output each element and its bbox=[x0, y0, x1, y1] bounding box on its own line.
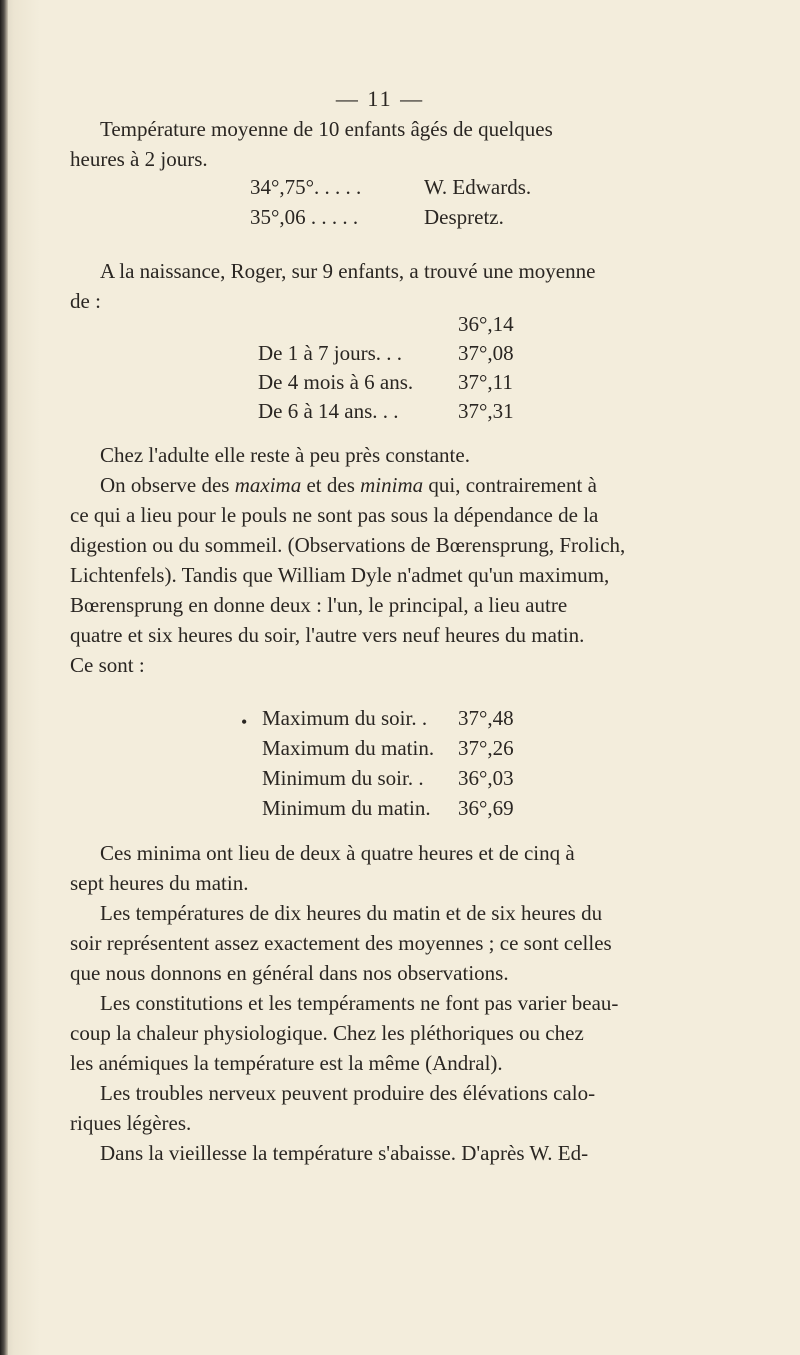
temperature-value: 37°,26 bbox=[458, 736, 514, 760]
temperature-value: 34°,75°. . . . . bbox=[250, 175, 362, 199]
measure-label: Minimum du soir. . bbox=[262, 766, 424, 790]
intro-paragraph bbox=[70, 114, 730, 174]
paragraph-line: les anémiques la température est la même (Andral). bbox=[70, 1051, 503, 1075]
constitutions-paragraph bbox=[70, 988, 730, 1078]
temperature-value: 37°,31 bbox=[458, 399, 514, 423]
page-spine-shadow bbox=[0, 0, 8, 1355]
age-range: De 4 mois à 6 ans. bbox=[258, 370, 414, 394]
nerveux-paragraph bbox=[70, 1078, 730, 1138]
adult-paragraph bbox=[70, 440, 730, 470]
author-name: W. Edwards. bbox=[424, 175, 532, 199]
temperature-value: 37°,48 bbox=[458, 706, 514, 730]
text-span: qui, contrairement à bbox=[423, 473, 597, 497]
paragraph-line: que nous donnons en général dans nos observations. bbox=[70, 961, 509, 985]
roger-line-2: de : bbox=[70, 289, 101, 313]
maxima-term: maxima bbox=[234, 473, 302, 497]
temperature-value: 36°,14 bbox=[458, 312, 514, 336]
age-range: De 1 à 7 jours. . . bbox=[258, 341, 403, 365]
paragraph-line: soir représentent assez exactement des moyennes ; ce sont celles bbox=[70, 931, 612, 955]
temperature-value: 35°,06 . . . . . bbox=[250, 205, 359, 229]
roger-line-1: A la naissance, Roger, sur 9 enfants, a trouvé une moyenne bbox=[100, 259, 596, 283]
page-number: — 11 — bbox=[335, 86, 425, 111]
maxima-line-7: Ce sont : bbox=[70, 653, 145, 677]
paragraph-line: coup la chaleur physiologique. Chez les pléthoriques ou chez bbox=[70, 1021, 584, 1045]
measure-label: Maximum du matin. bbox=[262, 736, 435, 760]
stray-mark: • bbox=[241, 712, 248, 732]
temperature-value: 37°,08 bbox=[458, 341, 514, 365]
paragraph-line: Les températures de dix heures du matin et de six heures du bbox=[100, 901, 603, 925]
maxima-line-4: Lichtenfels). Tandis que William Dyle n'admet qu'un maximum, bbox=[70, 563, 610, 587]
maxima-line-5: Bœrensprung en donne deux : l'un, le principal, a lieu autre bbox=[70, 593, 568, 617]
measure-label: Maximum du soir. . bbox=[262, 706, 428, 730]
maxima-paragraph bbox=[70, 470, 730, 680]
paragraph-line: Ces minima ont lieu de deux à quatre heures et de cinq à bbox=[100, 841, 575, 865]
minima-term: minima bbox=[360, 473, 424, 497]
measure-label: Minimum du matin. bbox=[262, 796, 431, 820]
roger-paragraph bbox=[70, 256, 730, 316]
ten-six-paragraph bbox=[70, 898, 730, 988]
intro-line-1: Température moyenne de 10 enfants âgés de quelques bbox=[100, 117, 553, 141]
text-span: et des bbox=[301, 473, 361, 497]
age-range: De 6 à 14 ans. . . bbox=[258, 399, 399, 423]
maxima-line-2: ce qui a lieu pour le pouls ne sont pas sous la dépendance de la bbox=[70, 503, 599, 527]
author-name: Despretz. bbox=[424, 205, 504, 229]
paragraph-line: Les constitutions et les tempéraments ne font pas varier beau- bbox=[100, 991, 619, 1015]
paragraph-line: sept heures du matin. bbox=[70, 871, 249, 895]
text-span: On observe des bbox=[100, 473, 235, 497]
maxima-line-1 bbox=[70, 470, 730, 500]
paragraph-line: Les troubles nerveux peuvent produire des élévations calo- bbox=[100, 1081, 596, 1105]
maxima-line-3: digestion ou du sommeil. (Observations de Bœrensprung, Frolich, bbox=[70, 533, 626, 557]
temperature-value: 37°,11 bbox=[458, 370, 513, 394]
adult-line: Chez l'adulte elle reste à peu près constante. bbox=[100, 443, 470, 467]
intro-line-2: heures à 2 jours. bbox=[70, 147, 208, 171]
maxima-line-6: quatre et six heures du soir, l'autre vers neuf heures du matin. bbox=[70, 623, 585, 647]
vieillesse-paragraph bbox=[70, 1138, 730, 1168]
paragraph-line: riques légères. bbox=[70, 1111, 192, 1135]
temperature-value: 36°,69 bbox=[458, 796, 514, 820]
paragraph-line: Dans la vieillesse la température s'abaisse. D'après W. Ed- bbox=[100, 1141, 589, 1165]
temperature-value: 36°,03 bbox=[458, 766, 514, 790]
minima-hours-paragraph bbox=[70, 838, 730, 898]
